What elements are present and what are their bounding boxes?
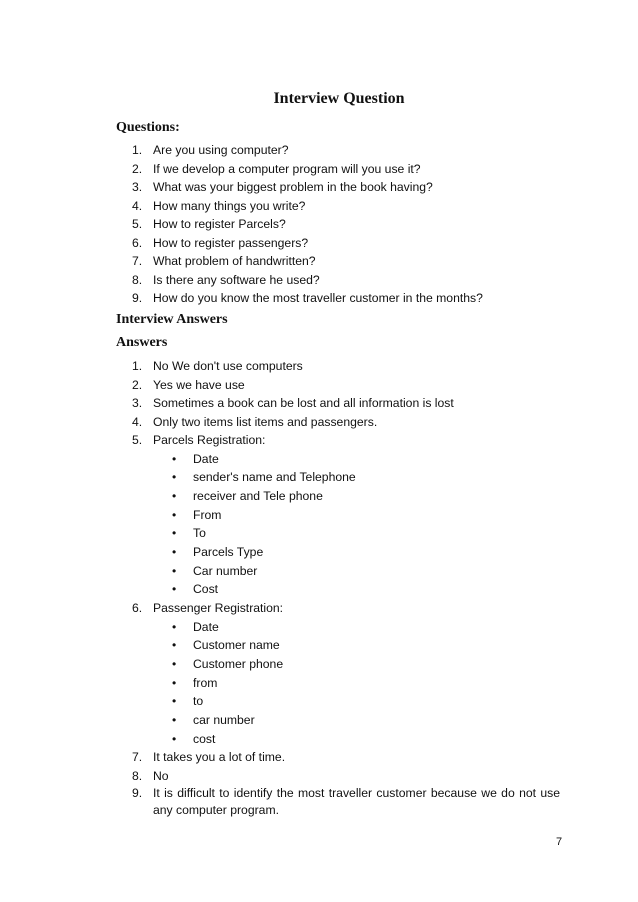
sub-list-item: • Customer phone xyxy=(172,656,284,671)
answers-heading: Answers xyxy=(116,335,168,350)
sub-list-item: • Date xyxy=(172,451,219,466)
answer-text: Sometimes a book can be lost and all information is lost xyxy=(153,396,454,410)
list-item: 2. Yes we have use xyxy=(116,376,560,395)
question-text: Is there any software he used? xyxy=(153,272,320,287)
list-item: 2. If we develop a computer program will you use it? xyxy=(116,160,560,179)
answer-text: No We don't use computers xyxy=(153,359,303,373)
sub-list-item: • cost xyxy=(172,731,216,746)
list-item: 1. No We don't use computers xyxy=(116,357,560,376)
list-item: 4. Only two items list items and passengers. xyxy=(116,413,560,432)
question-text: Are you using computer? xyxy=(153,143,289,157)
sub-list-item: • To xyxy=(172,526,206,541)
questions-list xyxy=(116,141,560,308)
questions-heading: Questions: xyxy=(116,120,180,135)
sub-list-item: • Parcels Type xyxy=(172,544,264,559)
page-title: Interview Question xyxy=(273,90,405,107)
sub-list-item: • Car number xyxy=(172,563,258,578)
list-item: 8. No xyxy=(116,767,560,786)
sub-list-item: • car number xyxy=(172,712,255,727)
list-item: 5. How to register Parcels? xyxy=(116,215,560,234)
sub-list-item: • sender's name and Telephone xyxy=(172,470,356,485)
list-item: 3. Sometimes a book can be lost and all information is lost xyxy=(116,394,560,413)
sub-list-item: • to xyxy=(172,694,204,709)
answer-text: It is difficult to identify the most traveller customer because we do not use any computer program. xyxy=(153,786,560,818)
answer-text: Yes we have use xyxy=(153,377,245,392)
answer-text: Passenger Registration: xyxy=(153,601,284,615)
sub-list-item: • Date xyxy=(172,619,219,634)
answer-text: Only two items list items and passengers. xyxy=(153,414,378,429)
list-item: 1. Are you using computer? xyxy=(116,141,560,160)
sub-list-item: • From xyxy=(172,507,222,522)
page-number: 7 xyxy=(556,836,563,848)
list-item: 3. What was your biggest problem in the book having? xyxy=(116,178,560,197)
sub-list-item: • receiver and Tele phone xyxy=(172,488,323,503)
question-text: How many things you write? xyxy=(153,198,306,213)
question-text: How do you know the most traveller customer in the months? xyxy=(153,291,483,305)
list-item: 5. Parcels Registration: • Date • sender's name and Telephone • receiver and Tele phone • From • To • Parcels Type • Car number • Cost xyxy=(116,431,560,599)
question-text: What was your biggest problem in the book having? xyxy=(153,180,433,194)
list-item: 9. How do you know the most traveller customer in the months? xyxy=(116,289,560,308)
answer-text: It takes you a lot of time. xyxy=(153,750,286,765)
sub-list-item: • Cost xyxy=(172,582,219,597)
list-item: 8. Is there any software he used? xyxy=(116,271,560,290)
question-text: How to register Parcels? xyxy=(153,217,286,231)
list-item: 6. How to register passengers? xyxy=(116,234,560,253)
question-text: What problem of handwritten? xyxy=(153,254,316,268)
list-item: 4. How many things you write? xyxy=(116,197,560,216)
passenger-fields-list xyxy=(116,618,560,749)
list-item: 7. What problem of handwritten? xyxy=(116,252,560,271)
list-item: 9. It is difficult to identify the most traveller customer because we do not use any computer program. xyxy=(132,786,560,818)
parcels-fields-list xyxy=(116,450,560,600)
answers-list xyxy=(116,357,560,819)
question-text: If we develop a computer program will you use it? xyxy=(153,161,421,176)
sub-list-item: • from xyxy=(172,675,218,690)
answer-text: No xyxy=(153,768,169,783)
interview-answers-heading: Interview Answers xyxy=(116,312,228,327)
answer-text: Parcels Registration: xyxy=(153,433,266,447)
list-item: 7. It takes you a lot of time. xyxy=(116,748,560,767)
question-text: How to register passengers? xyxy=(153,235,309,250)
list-item: 6. Passenger Registration: • Date • Customer name • Customer phone • from • to • car number • cost xyxy=(116,599,560,748)
sub-list-item: • Customer name xyxy=(172,638,280,653)
